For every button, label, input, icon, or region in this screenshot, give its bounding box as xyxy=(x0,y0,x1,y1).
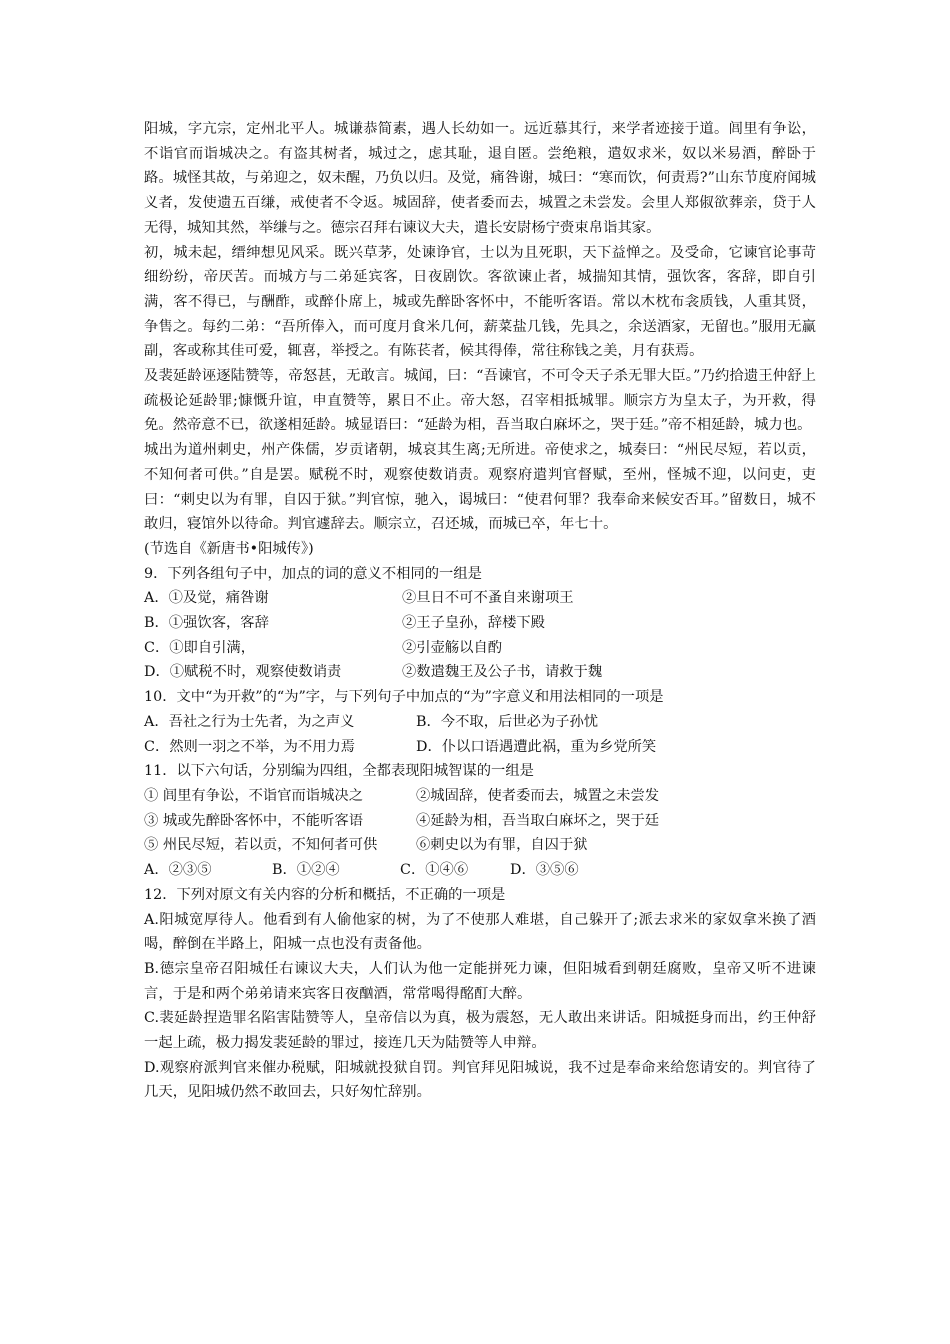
question-11-sentence-2: ②城固辞，使者委而去，城置之未尝发 xyxy=(416,787,660,804)
question-11-sentence-6: ⑥刺史以为有罪，自囚于狱 xyxy=(416,837,588,854)
passage-source: (节选自《新唐书•阳城传》) xyxy=(144,540,314,557)
question-11-option-c: C．①④⑥ xyxy=(400,862,469,879)
passage-paragraph-2: 初，城未起，缙绅想见风采。既兴草茅，处谏诤官，士以为且死职，天下益惮之。及受命，它谏官论事苛细纷纷，帝厌苦。而城方与二弟延宾客，日夜剧饮。客欲谏止者，城揣知其情，强饮客，客辞，即自引满，客不得已，与酬酢，或醉仆席上，城或先醉卧客怀中，不能听客语。常以木枕布衾质钱，人重其贤，争售之。每约二弟：“吾所俸入，而可度月食米几何，薪菜盐几钱，先具之，余送酒家，无留也。”服用无赢副，客或称其佳可爱，辄喜，举授之。有陈苌者，候其得俸，常往称钱之美，月有获焉。 xyxy=(144,244,816,360)
question-11-option-d: D．③⑤⑥ xyxy=(510,862,579,879)
question-12-option-b: B.德宗皇帝召阳城任右谏议大夫，人们认为他一定能拼死力谏，但阳城看到朝廷腐败，皇帝又听不进谏言，于是和两个弟弟请来宾客日夜酗酒，常常喝得酩酊大醉。 xyxy=(144,960,816,1002)
question-11-sentence-3: ③ 城或先醉卧客怀中，不能听客语 xyxy=(144,812,363,829)
passage-paragraph-3: 及裴延龄诬逐陆赞等，帝怒甚，无敢言。城闻，曰：“吾谏官，不可令天子杀无罪大臣。”乃约拾遗王仲舒上疏极论延龄罪;慷慨升谊，申直赞等，累日不止。帝大怒，召宰相抵城罪。顺宗方为皇太子，为开救，得免。然帝意不已，欲遂相延龄。城显语曰：“延龄为相，吾当取白麻坏之，哭于廷。”帝不相延龄，城力也。 xyxy=(144,368,816,434)
question-10-row-1 xyxy=(144,710,816,735)
question-9-option-d xyxy=(144,660,816,685)
option-c-sentence-1: C．①即自引满， xyxy=(144,639,256,656)
question-9-stem: 9．下列各组句子中，加点的词的意义不相同的一组是 xyxy=(144,565,482,582)
question-10-option-a: A．吾社之行为士先者，为之声义 xyxy=(144,713,355,730)
question-11-row-3 xyxy=(144,833,816,858)
question-11-sentence-4: ④延龄为相，吾当取白麻坏之，哭于廷 xyxy=(416,812,660,829)
question-10-option-c: C．然则一羽之不举，为不用力焉 xyxy=(144,738,356,755)
option-a-sentence-2: ②旦日不可不蚤自来谢项王 xyxy=(402,590,574,607)
question-11-row-1 xyxy=(144,784,816,809)
option-c-sentence-2: ②引壶觞以自酌 xyxy=(402,639,503,656)
question-11-sentence-5: ⑤ 州民尽短，若以贡，不知何者可供 xyxy=(144,837,378,854)
question-10-stem: 10．文中“为开救”的“为”字，与下列句子中加点的“为”字意义和用法相同的一项是 xyxy=(144,689,664,706)
question-12-option-d: D.观察府派判官来催办税赋，阳城就投狱自罚。判官拜见阳城说，我不过是奉命来给您请安的。判官待了几天，见阳城仍然不敢回去，只好匆忙辞别。 xyxy=(144,1059,816,1101)
question-12-stem: 12．下列对原文有关内容的分析和概括，不正确的一项是 xyxy=(144,886,506,903)
question-9-option-c xyxy=(144,636,816,661)
option-d-sentence-1: D．①赋税不时，观察使数诮责 xyxy=(144,664,342,681)
question-10-option-d: D．仆以口语遇遭此祸，重为乡党所笑 xyxy=(416,738,657,755)
option-b-sentence-2: ②王子皇孙，辞楼下殿 xyxy=(402,615,545,632)
option-d-sentence-2: ②数遣魏王及公子书，请救于魏 xyxy=(402,664,603,681)
option-b-sentence-1: B．①强饮客，客辞 xyxy=(144,615,269,632)
question-12-option-a: A.阳城宽厚待人。他看到有人偷他家的树，为了不使那人难堪，自己躲开了;派去求米的家奴拿米换了酒喝，醉倒在半路上，阳城一点也没有责备他。 xyxy=(144,911,816,953)
question-11-option-b: B．①②④ xyxy=(272,862,340,879)
question-11-option-a: A．②③⑤ xyxy=(144,862,212,879)
question-11-options xyxy=(144,858,816,883)
question-12-option-c: C.裴延龄捏造罪名陷害陆赞等人，皇帝信以为真，极为震怒，无人敢出来讲话。阳城挺身而出，约王仲舒一起上疏，极力揭发裴延龄的罪过，接连几天为陆赞等人申辩。 xyxy=(144,1010,816,1052)
passage-paragraph-4: 城出为道州刺史，州产侏儒，岁贡诸朝，城哀其生离;无所进。帝使求之，城奏曰：“州民尽短，若以贡，不知何者可供。”自是罢。赋税不时，观察使数诮责。观察府遣判官督赋，至州，怪城不迎，以问吏，吏曰：“刺史以为有罪，自囚于狱。”判官惊，驰入，谒城曰：“使君何罪？我奉命来候安否耳。”留数日，城不敢归，寝馆外以待命。判官遽辞去。顺宗立，召还城，而城已卒，年七十。 xyxy=(144,442,816,533)
question-10-option-b: B．今不取，后世必为子孙忧 xyxy=(416,713,599,730)
option-a-sentence-1: A．①及觉，痛咎谢 xyxy=(144,590,269,607)
passage-paragraph-1: 阳城，字亢宗，定州北平人。城谦恭简素，遇人长幼如一。远近慕其行，来学者迹接于道。闾里有争讼，不诣官而诣城决之。有盗其树者，城过之，虑其耻，退自匿。尝绝粮，遣奴求米，奴以米易酒，醉卧于路。城怪其故，与弟迎之，奴未醒，乃负以归。及觉，痛咎谢，城曰：“寒而饮，何责焉?”山东节度府闻城义者，发使遗五百缣，戒使者不令返。城固辞，使者委而去，城置之未尝发。会里人郑俶欲葬亲，贷于人无得，城知其然，举缣与之。德宗召拜右谏议大夫，遣长安尉杨宁赍束帛诣其家。 xyxy=(144,121,816,236)
question-10-row-2 xyxy=(144,735,816,760)
question-11-sentence-1: ① 闾里有争讼，不诣官而诣城决之 xyxy=(144,787,363,804)
question-9-option-b xyxy=(144,611,816,636)
question-11-row-2 xyxy=(144,809,816,834)
question-9-option-a xyxy=(144,586,816,611)
question-11-stem: 11．以下六句话，分别编为四组，全都表现阳城智谋的一组是 xyxy=(144,763,534,780)
